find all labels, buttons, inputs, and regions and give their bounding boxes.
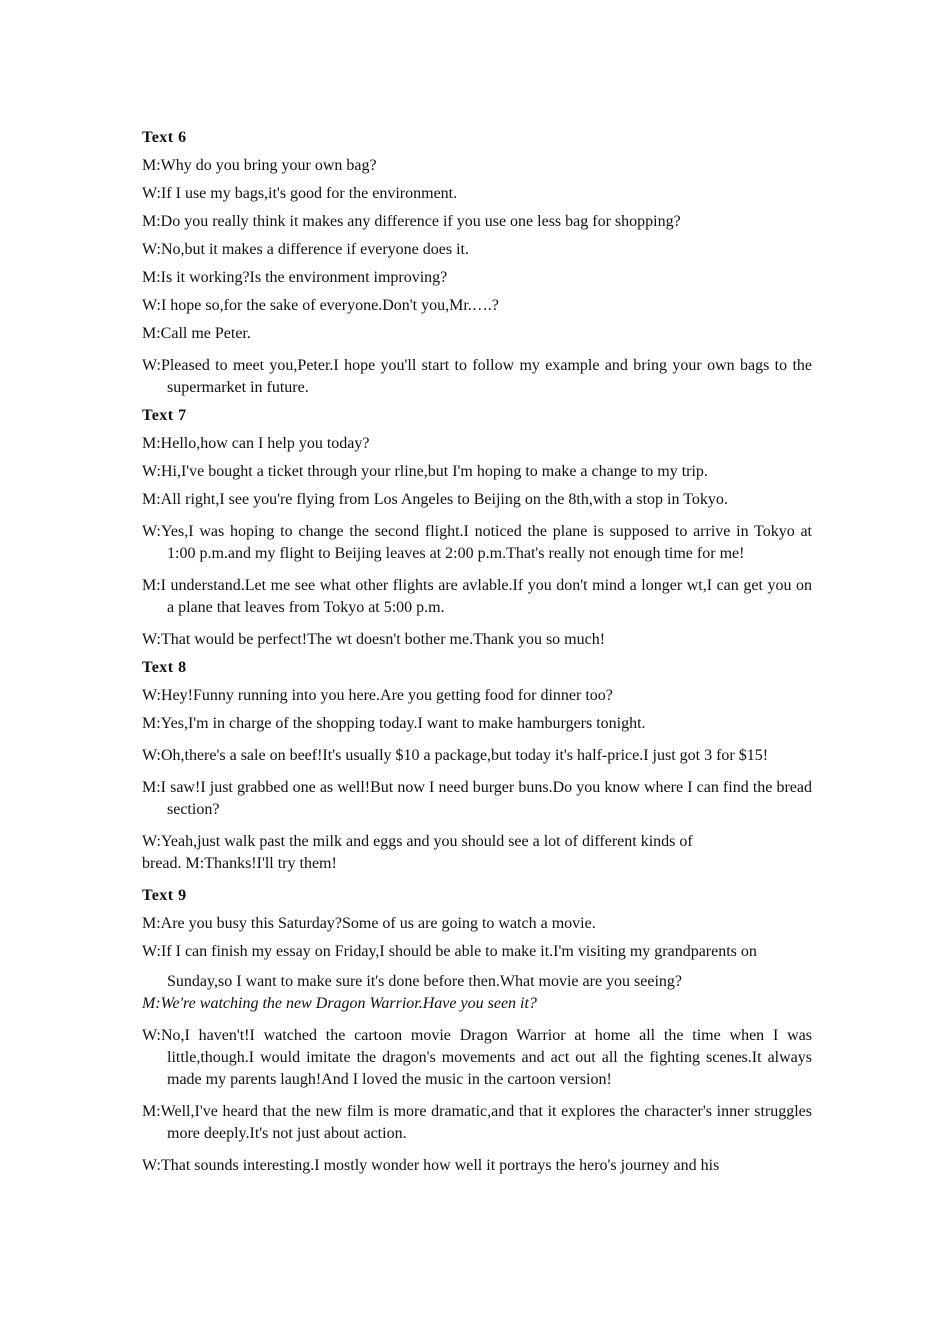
dialogue-line: M:Why do you bring your own bag?: [142, 157, 377, 174]
section-heading: Text 7: [142, 407, 187, 424]
dialogue-line: M:Is it working?Is the environment improving?: [142, 269, 448, 286]
dialogue-line: M:Do you really think it makes any difference if you use one less bag for shopping?: [142, 213, 681, 230]
dialogue-line: M:Well,I've heard that the new film is more dramatic,and that it explores the character's inner struggles more deeply.It's not just about action.: [142, 1103, 812, 1142]
dialogue-line: W:If I can finish my essay on Friday,I should be able to make it.I'm visiting my grandparents on: [142, 943, 757, 960]
dialogue-line: W:No,I haven't!I watched the cartoon movie Dragon Warrior at home all the time when I was little,though.I would imitate the dragon's movements and act out all the fighting scenes.It always made my parents laugh!And I loved the music in the cartoon version!: [142, 1027, 812, 1088]
section-heading: Text 9: [142, 887, 187, 904]
dialogue-line: W:I hope so,for the sake of everyone.Don't you,Mr.….?: [142, 297, 499, 314]
dialogue-line: W:Hi,I've bought a ticket through your rline,but I'm hoping to make a change to my trip.: [142, 463, 708, 480]
dialogue-line: M:Yes,I'm in charge of the shopping today.I want to make hamburgers tonight.: [142, 715, 646, 732]
section-heading: Text 8: [142, 659, 187, 676]
dialogue-line: W:That would be perfect!The wt doesn't bother me.Thank you so much!: [142, 631, 606, 648]
dialogue-line: M:Call me Peter.: [142, 325, 251, 342]
dialogue-line: W:If I use my bags,it's good for the environment.: [142, 185, 458, 202]
document-page: [142, 127, 812, 1183]
dialogue-line: W:Hey!Funny running into you here.Are you getting food for dinner too?: [142, 687, 613, 704]
dialogue-line: W:Yeah,just walk past the milk and eggs and you should see a lot of different kinds of: [142, 833, 693, 850]
dialogue-line: M:We're watching the new Dragon Warrior.Have you seen it?: [142, 995, 537, 1012]
dialogue-line: Sunday,so I want to make sure it's done before then.What movie are you seeing?: [167, 973, 683, 990]
dialogue-line: M:All right,I see you're flying from Los Angeles to Beijing on the 8th,with a stop in Tokyo.: [142, 491, 728, 508]
dialogue-line: W:Yes,I was hoping to change the second flight.I noticed the plane is supposed to arrive in Tokyo at 1:00 p.m.and my flight to Beijing leaves at 2:00 p.m.That's really not enough time for me!: [142, 523, 812, 562]
dialogue-line: M:Are you busy this Saturday?Some of us are going to watch a movie.: [142, 915, 596, 932]
dialogue-line: W:Pleased to meet you,Peter.I hope you'll start to follow my example and bring your own bags to the supermarket in future.: [142, 357, 812, 396]
dialogue-line: W:That sounds interesting.I mostly wonder how well it portrays the hero's journey and his: [142, 1157, 720, 1174]
section-heading: Text 6: [142, 129, 187, 146]
dialogue-line: M:I saw!I just grabbed one as well!But now I need burger buns.Do you know where I can find the bread section?: [142, 779, 812, 818]
dialogue-line: W:Oh,there's a sale on beef!It's usually $10 a package,but today it's half-price.I just got 3 for $15!: [142, 747, 769, 764]
dialogue-line: M:I understand.Let me see what other flights are avlable.If you don't mind a longer wt,I can get you on a plane that leaves from Tokyo at 5:00 p.m.: [142, 577, 812, 616]
dialogue-line: bread. M:Thanks!I'll try them!: [142, 855, 337, 872]
dialogue-line: M:Hello,how can I help you today?: [142, 435, 370, 452]
dialogue-line: W:No,but it makes a difference if everyone does it.: [142, 241, 469, 258]
